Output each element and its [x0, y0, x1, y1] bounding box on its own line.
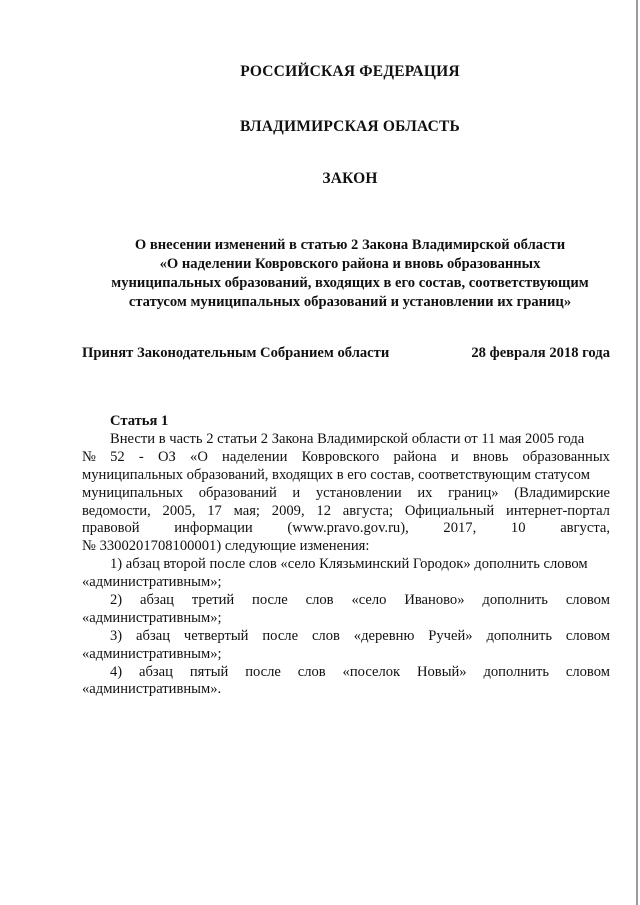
- word: абзац: [139, 663, 173, 680]
- word: ОЗ: [157, 448, 176, 465]
- word: словом: [565, 592, 610, 609]
- article-line: муниципальных образований, входящих в его состав, соответствующим статусом: [82, 466, 590, 483]
- word: после: [262, 627, 299, 644]
- word: вновь: [472, 448, 509, 465]
- country-heading: РОССИЙСКАЯ ФЕДЕРАЦИЯ: [240, 63, 460, 80]
- word: «поселок: [342, 663, 401, 680]
- article-line: № 3300201708100001) следующие изменения:: [82, 538, 370, 555]
- law-title-line: О внесении изменений в статью 2 Закона Владимирской области: [134, 237, 566, 253]
- word: правовой: [82, 520, 140, 537]
- word: и: [450, 448, 459, 465]
- word: района: [393, 448, 437, 465]
- word: Ручей»: [428, 627, 473, 644]
- word: Ковровского: [301, 448, 380, 465]
- word: (Владимирские: [514, 484, 610, 501]
- word: -: [138, 448, 144, 465]
- word: образованных: [522, 448, 610, 465]
- word: слов: [311, 627, 340, 644]
- article-line: [82, 449, 610, 467]
- word: 52: [110, 448, 125, 465]
- law-title: [100, 236, 600, 312]
- word: границ»: [448, 484, 499, 501]
- word: 3): [110, 627, 123, 644]
- word: установлении: [315, 484, 402, 501]
- article-line: «административным»;: [82, 609, 222, 626]
- article-line: [82, 628, 610, 646]
- word: «О: [190, 448, 208, 465]
- word: №: [82, 448, 96, 465]
- word: наделении: [222, 448, 288, 465]
- word: словом: [565, 627, 610, 644]
- word: их: [417, 484, 433, 501]
- article-line: [82, 664, 610, 682]
- word: муниципальных: [82, 484, 184, 501]
- word: 4): [110, 663, 123, 680]
- word: 2009,: [271, 502, 305, 519]
- article-line: «административным»;: [82, 645, 222, 662]
- word: абзац: [136, 627, 171, 644]
- word: третий: [191, 592, 235, 609]
- word: 2005,: [162, 502, 196, 519]
- word: 2017,: [443, 520, 477, 537]
- word: 12: [316, 502, 331, 519]
- article-body: [82, 431, 610, 699]
- article-line: «административным».: [82, 681, 222, 698]
- law-title-line: муниципальных образований, входящих в его состав, соответствующим: [111, 275, 589, 291]
- word: пятый: [189, 663, 229, 680]
- word: «деревню: [353, 627, 415, 644]
- article-title: Статья 1: [110, 413, 169, 429]
- word: информации: [174, 520, 253, 537]
- word: словом: [565, 663, 610, 680]
- word: мая;: [233, 502, 260, 519]
- region-heading: ВЛАДИМИРСКАЯ ОБЛАСТЬ: [240, 118, 460, 135]
- word: после: [245, 663, 281, 680]
- word: после: [252, 592, 288, 609]
- word: Иваново»: [404, 592, 465, 609]
- word: образований: [198, 484, 277, 501]
- article-line: 1) абзац второй после слов «село Клязьминский Городок» дополнить словом: [110, 556, 588, 573]
- article-line: [82, 485, 610, 503]
- word: и: [292, 484, 301, 501]
- word: августа;: [342, 502, 394, 519]
- word: августа,: [560, 520, 610, 537]
- word: ведомости,: [82, 502, 151, 519]
- word: слов: [297, 663, 326, 680]
- word: интернет-портал: [506, 502, 610, 519]
- word: абзац: [140, 592, 174, 609]
- article-line: [82, 592, 610, 610]
- word: четвертый: [183, 627, 249, 644]
- doc-type-heading: ЗАКОН: [322, 170, 378, 187]
- word: дополнить: [482, 592, 548, 609]
- word: 2): [110, 592, 123, 609]
- word: «село: [351, 592, 387, 609]
- word: (www.pravo.gov.ru),: [287, 520, 409, 537]
- word: 17: [207, 502, 222, 519]
- word: слов: [305, 592, 334, 609]
- adoption-date: 28 февраля 2018 года: [471, 345, 610, 361]
- article-line: Внести в часть 2 статьи 2 Закона Владимирской области от 11 мая 2005 года: [110, 431, 585, 447]
- article-line: «административным»;: [82, 574, 222, 591]
- article-line: [82, 520, 610, 538]
- law-title-line: статусом муниципальных образований и установлении их границ»: [128, 294, 572, 310]
- adopted-by: Принят Законодательным Собранием области: [82, 345, 390, 361]
- word: дополнить: [483, 663, 550, 680]
- word: 10: [510, 520, 526, 537]
- word: Официальный: [404, 502, 495, 519]
- article-line: [82, 503, 610, 521]
- word: дополнить: [486, 627, 553, 644]
- word: Новый»: [416, 663, 467, 680]
- law-title-line: «О наделении Ковровского района и вновь образованных: [159, 256, 541, 272]
